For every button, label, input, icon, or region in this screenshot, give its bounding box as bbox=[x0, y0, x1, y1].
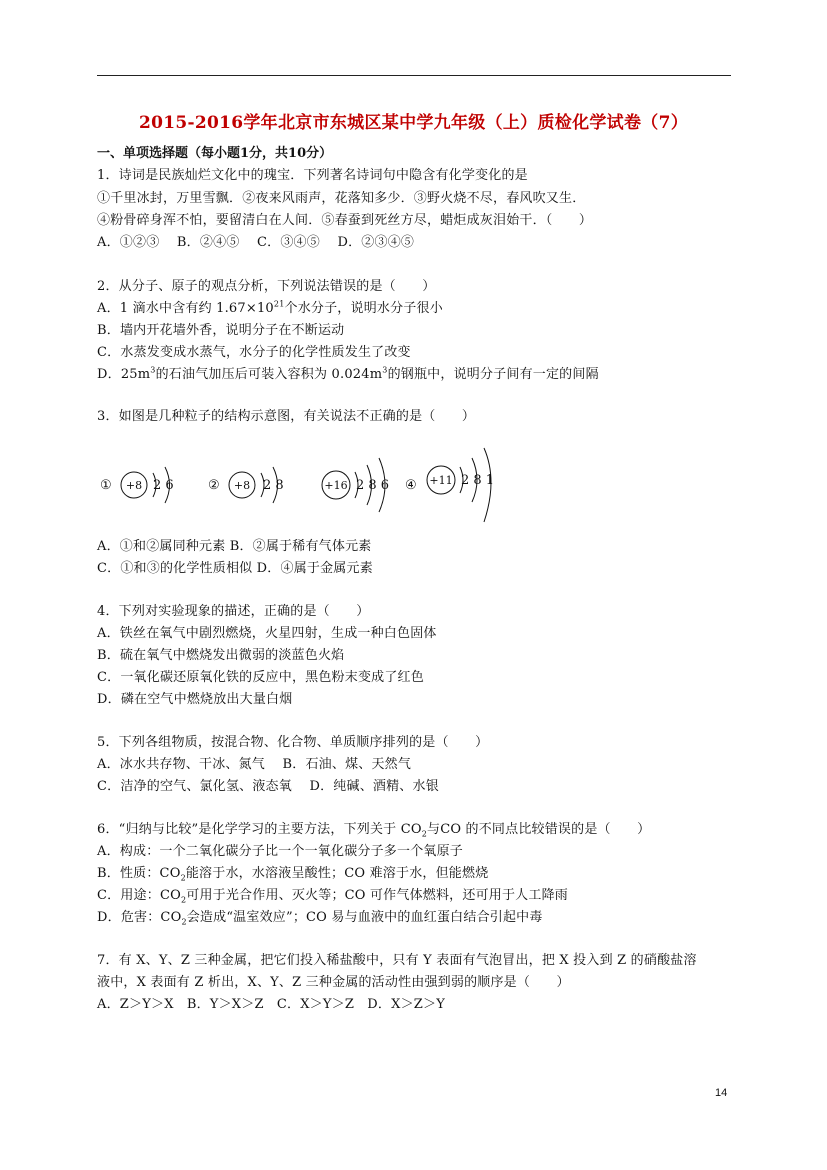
q5-stem: 5．下列各组物质，按混合物、化合物、单质顺序排列的是（ ） bbox=[97, 735, 489, 750]
q1-line2: ①千里冰封，万里雪飘．②夜来风雨声，花落知多少．③野火烧不尽，春风吹又生． bbox=[97, 191, 586, 206]
q1-options: A．①②③ B．②④⑤ C．③④⑤ D．②③④⑤ bbox=[97, 235, 415, 250]
q4-option-a: A．铁丝在氧气中剧烈燃烧，火星四射，生成一种白色固体 bbox=[97, 626, 437, 641]
particle-4 bbox=[405, 448, 494, 522]
page-title: 2015-2016学年北京市东城区某中学九年级（上）质检化学试卷（7） bbox=[138, 113, 688, 133]
q2-option-c: C．水蒸发变成水蒸气，水分子的化学性质发生了改变 bbox=[97, 345, 411, 360]
particle-1-shells: 2 6 bbox=[153, 478, 174, 493]
particle-4-shells: 2 8 1 bbox=[461, 473, 495, 488]
q3-options-ab: A．①和②属同种元素 B．②属于稀有气体元素 bbox=[97, 539, 372, 554]
particle-2-label: ② bbox=[208, 478, 220, 493]
particle-3-nucleus: +16 bbox=[324, 479, 348, 492]
q5-options-ab: A．冰水共存物、干冰、氮气 B．石油、煤、天然气 bbox=[97, 757, 412, 772]
page-number: 14 bbox=[715, 1087, 728, 1099]
atomic-structure-diagram bbox=[97, 430, 517, 530]
q6-option-b: B．性质：$CO_2$能溶于水，水溶液呈酸性；CO 难溶于水，但能燃烧 bbox=[97, 866, 489, 883]
q5-options-cd: C．洁净的空气、氯化氢、液态氧 D．纯碱、酒精、水银 bbox=[97, 779, 439, 794]
particle-1-label: ① bbox=[100, 478, 112, 493]
q2-option-a: A．1 滴水中含有约 $1.67\times 10^{21}$个水分子，说明水分子很小 bbox=[97, 299, 443, 316]
q6-option-d: D．危害：$CO_2$会造成“温室效应”；CO 易与血液中的血红蛋白结合引起中毒 bbox=[97, 910, 543, 927]
q4-option-b: B．硫在氧气中燃烧发出微弱的淡蓝色火焰 bbox=[97, 648, 345, 663]
q7-line2: 液中，X 表面有 Z 析出，X、Y、Z 三种金属的活动性由强到弱的顺序是（ ） bbox=[97, 975, 570, 990]
particle-3-shells: 2 8 6 bbox=[356, 478, 390, 493]
section-heading: 一、单项选择题（每小题1分，共10分） bbox=[97, 146, 333, 161]
q1-stem: 1．诗词是民族灿烂文化中的瑰宝．下列著名诗词句中隐含有化学变化的是 bbox=[97, 168, 528, 183]
q1-line3: ④粉骨碎身浑不怕，要留清白在人间．⑤春蚕到死丝方尽，蜡炬成灰泪始干．（ ） bbox=[97, 213, 593, 228]
q2-option-d: D．$25m^3$的石油气加压后可装入容积为 $0.024m^3$的钢瓶中，说明分子间有一定的间隔 bbox=[97, 365, 599, 382]
particle-1 bbox=[100, 467, 174, 503]
particle-2-nucleus: +8 bbox=[233, 479, 251, 492]
particle-2 bbox=[208, 467, 284, 503]
particle-2-shells: 2 8 bbox=[263, 478, 284, 493]
q6-stem: 6．“归纳与比较”是化学学习的主要方法，下列关于 $CO_2$与CO 的不同点比较错误的是（ ） bbox=[97, 822, 651, 839]
q4-stem: 4．下列对实验现象的描述，正确的是（ ） bbox=[97, 604, 370, 619]
q6-option-a: A．构成：一个二氧化碳分子比一个一氧化碳分子多一个氧原子 bbox=[97, 844, 463, 859]
particle-3 bbox=[322, 458, 389, 512]
particle-4-nucleus: +11 bbox=[429, 474, 453, 487]
q4-option-c: C．一氧化碳还原氧化铁的反应中，黑色粉末变成了红色 bbox=[97, 670, 424, 685]
particle-1-nucleus: +8 bbox=[125, 479, 143, 492]
q7-stem: 7．有 X、Y、Z 三种金属，把它们投入稀盐酸中，只有 Y 表面有气泡冒出，把 X 投入到 Z 的硝酸盐溶 bbox=[97, 953, 697, 968]
q4-option-d: D．磷在空气中燃烧放出大量白烟 bbox=[97, 692, 293, 707]
q7-options: A．Z＞Y＞X B．Y＞X＞Z C．X＞Y＞Z D．X＞Z＞Y bbox=[97, 997, 445, 1012]
q3-stem: 3．如图是几种粒子的结构示意图，有关说法不正确的是（ ） bbox=[97, 409, 476, 424]
q2-option-b: B．墙内开花墙外香，说明分子在不断运动 bbox=[97, 323, 345, 338]
particle-4-label: ④ bbox=[405, 478, 417, 493]
q2-stem: 2．从分子、原子的观点分析，下列说法错误的是（ ） bbox=[97, 279, 436, 294]
q3-options-cd: C．①和③的化学性质相似 D．④属于金属元素 bbox=[97, 561, 373, 576]
q6-option-c: C．用途：$CO_2$可用于光合作用、灭火等；CO 可作气体燃料，还可用于人工降雨 bbox=[97, 888, 568, 905]
header-rule bbox=[97, 75, 731, 76]
